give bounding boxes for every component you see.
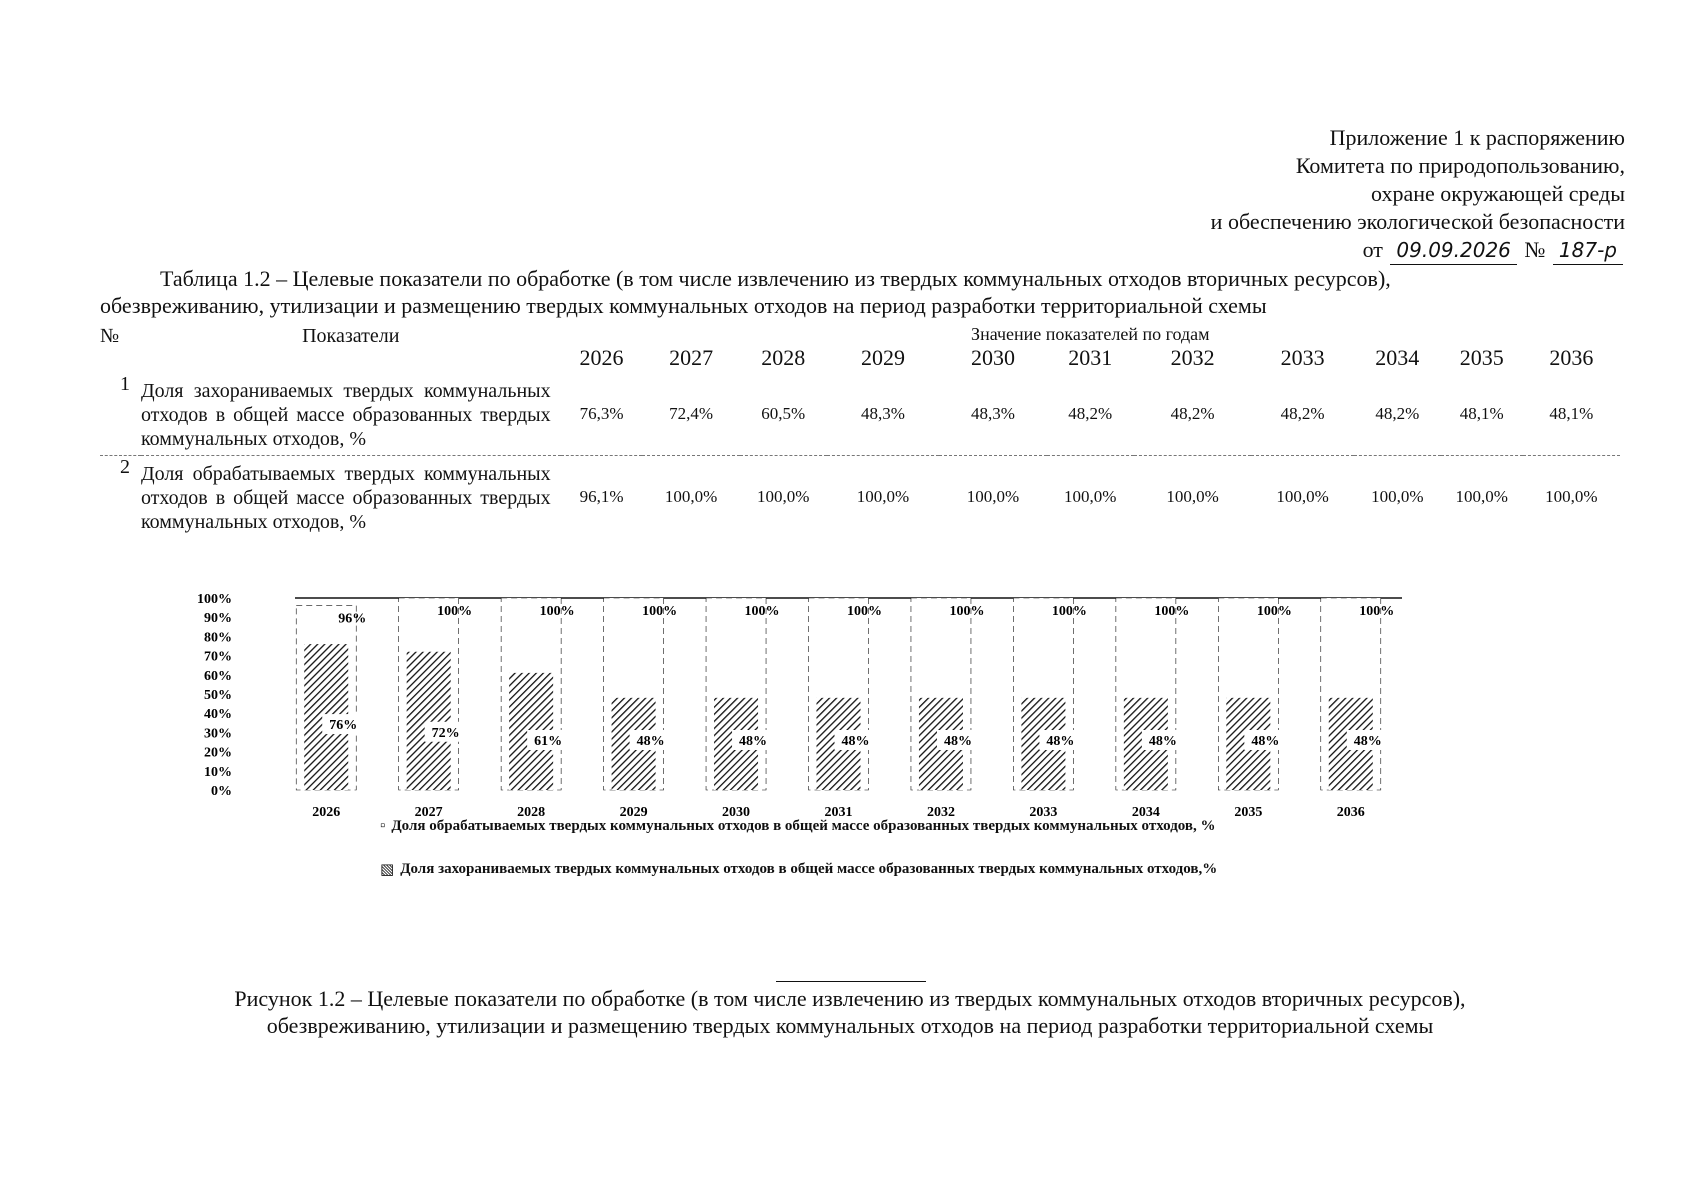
data-label-buried: 48% [636, 734, 665, 749]
x-tick-label: 2028 [517, 805, 546, 820]
row-value: 100,0% [856, 487, 910, 506]
row-value: 60,5% [740, 373, 827, 456]
row-value: 48,3% [827, 373, 940, 456]
figure-caption [100, 985, 1600, 1039]
y-tick-label: 20% [204, 745, 232, 761]
data-label-processed: 100% [847, 604, 882, 619]
row-value: 100,0% [966, 487, 1020, 506]
row-value: 48,2% [1134, 373, 1252, 456]
bar-buried [407, 652, 451, 790]
row-value: 48,1% [1523, 373, 1620, 456]
row-number: 1 [100, 373, 141, 456]
bar-chart-svg [180, 590, 1560, 900]
legend-processed-swatch-icon: ▫ [380, 818, 386, 834]
row-value: 100,0% [1455, 487, 1508, 506]
row-value: 100,0% [756, 487, 810, 506]
row-value: 48,2% [1047, 373, 1134, 456]
data-label-buried: 48% [841, 734, 870, 749]
header-number: № [100, 325, 120, 347]
y-tick-label: 100% [197, 592, 232, 607]
row-value: 48,3% [939, 373, 1046, 456]
data-label-processed: 100% [1359, 604, 1395, 619]
data-label-buried: 72% [431, 725, 460, 741]
data-label-processed: 100% [1154, 604, 1190, 619]
row-value: 72,4% [642, 373, 739, 456]
y-tick-label: 30% [204, 726, 232, 742]
header-year: 2027 [669, 345, 714, 370]
legend-buried [380, 860, 1380, 879]
x-tick-label: 2029 [619, 805, 648, 820]
header-year: 2028 [761, 345, 806, 370]
x-tick-label: 2030 [722, 805, 751, 820]
separator-line [776, 981, 926, 982]
header-indicator: Показатели [302, 325, 400, 347]
figure-caption-line-1: Рисунок 1.2 – Целевые показатели по обработке (в том числе извлечению из твердых коммунальных отходов вторичных ресурсов), [234, 986, 1466, 1011]
data-label-processed: 100% [1051, 604, 1087, 619]
header-line-4: и обеспечению экологической безопасности [1210, 209, 1625, 234]
header-year: 2029 [860, 345, 905, 370]
header-values-by-year: Значение показателей по годам [971, 324, 1210, 344]
x-tick-label: 2036 [1336, 805, 1365, 820]
y-tick-label: 60% [204, 668, 232, 684]
table-row [100, 456, 1620, 539]
row-value: 100,0% [1276, 487, 1329, 506]
header-year: 2030 [971, 345, 1016, 370]
data-label-buried: 48% [739, 734, 768, 749]
x-tick-label: 2031 [824, 805, 853, 820]
y-tick-label: 90% [204, 611, 232, 627]
legend-processed [380, 818, 1380, 835]
data-label-buried: 48% [1251, 734, 1280, 749]
x-tick-label: 2035 [1234, 805, 1263, 820]
y-tick-label: 10% [204, 764, 232, 780]
y-tick-label: 40% [204, 707, 232, 723]
row-value: 100,0% [1064, 487, 1117, 506]
y-tick-label: 50% [204, 688, 232, 703]
data-label-buried: 48% [1353, 734, 1382, 749]
header-year: 2032 [1170, 345, 1215, 370]
row-value: 76,3% [561, 373, 643, 456]
header-year: 2031 [1068, 345, 1113, 370]
order-date-line [1211, 236, 1625, 265]
y-tick-label: 80% [204, 630, 232, 646]
order-date: 09.09.2026 [1390, 236, 1517, 265]
x-tick-label: 2026 [312, 805, 341, 820]
appendix-header [1211, 124, 1625, 265]
data-label-processed: 100% [642, 604, 678, 619]
x-tick-label: 2027 [414, 805, 443, 820]
data-label-processed: 100% [437, 604, 473, 619]
table-caption-line-2: обезвреживанию, утилизации и размещению твердых коммунальных отходов на период разработки территориальной схемы [100, 293, 1267, 318]
row-value: 100,0% [1166, 487, 1219, 506]
row-value: 48,2% [1251, 373, 1353, 456]
row-value: 100,0% [1545, 487, 1598, 506]
x-tick-label: 2033 [1029, 805, 1058, 820]
table-caption [100, 265, 1600, 319]
header-year: 2026 [579, 345, 624, 370]
row-value: 100,0% [664, 487, 718, 506]
table-row [100, 373, 1620, 456]
row-number: 2 [120, 456, 130, 478]
table-header-row [100, 325, 1620, 343]
legend-buried-label: Доля захораниваемых твердых коммунальных отходов в общей массе образованных твердых коммунальных отходов,% [400, 861, 1218, 877]
header-year: 2036 [1549, 345, 1594, 370]
legend-processed-label: Доля обрабатываемых твердых коммунальных отходов в общей массе образованных твердых коммунальных отходов, % [391, 818, 1216, 834]
y-tick-label: 0% [211, 784, 232, 799]
row-value: 48,2% [1354, 373, 1441, 456]
data-label-processed: 100% [744, 604, 780, 619]
header-line-1: Приложение 1 к распоряжению [1329, 125, 1625, 150]
data-label-buried: 61% [534, 734, 563, 749]
x-tick-label: 2034 [1131, 805, 1160, 820]
data-label-processed: 100% [949, 604, 985, 619]
row-value: 48,1% [1441, 373, 1523, 456]
indicators-table [100, 325, 1620, 538]
figure-caption-line-2: обезвреживанию, утилизации и размещению твердых коммунальных отходов на период разработки территориальной схемы [266, 1013, 1434, 1038]
header-year: 2033 [1280, 345, 1325, 370]
date-prefix: от [1362, 237, 1383, 262]
header-line-3: охране окружающей среды [1371, 181, 1625, 206]
data-label-buried: 48% [1148, 734, 1177, 749]
row-value: 96,1% [579, 487, 624, 506]
header-year: 2034 [1375, 345, 1420, 370]
row-value: 100,0% [1371, 487, 1424, 506]
order-number: 187-р [1553, 236, 1623, 265]
header-line-2: Комитета по природопользованию, [1295, 153, 1625, 178]
number-prefix: № [1524, 237, 1546, 262]
row-indicator: Доля обрабатываемых твердых коммунальных отходов в общей массе образованных твердых коммунальных отходов, % [140, 463, 551, 533]
header-year: 2035 [1459, 345, 1504, 370]
indicators-chart [180, 590, 1560, 900]
y-tick-label: 70% [204, 649, 232, 665]
row-indicator: Доля захораниваемых твердых коммунальных отходов в общей массе образованных твердых коммунальных отходов, % [141, 373, 561, 456]
table-caption-line-1: Таблица 1.2 – Целевые показатели по обработке (в том числе извлечению из твердых коммунальных отходов вторичных ресурсов), [160, 266, 1391, 291]
data-label-processed: 100% [539, 604, 575, 619]
x-tick-label: 2032 [926, 805, 955, 820]
data-label-buried: 48% [943, 734, 972, 749]
data-label-buried: 48% [1046, 734, 1075, 749]
data-label-buried: 76% [329, 718, 358, 734]
legend-buried-swatch-icon: ▧ [380, 862, 395, 878]
data-label-processed: 96% [338, 611, 367, 627]
data-label-processed: 100% [1256, 604, 1292, 619]
